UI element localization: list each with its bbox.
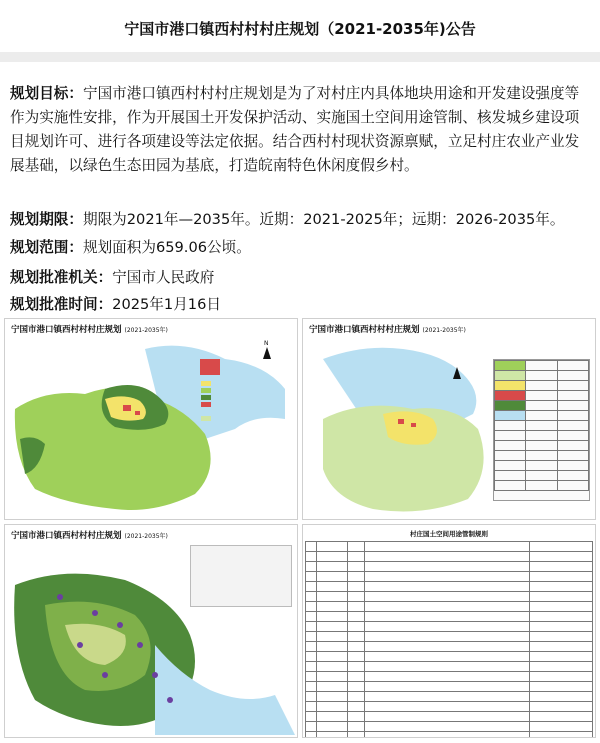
- approval-label: 规划批准时间：: [10, 296, 113, 313]
- authority-row: [10, 266, 214, 287]
- map-panel-aerial: [4, 524, 298, 738]
- landuse-table-grid: [494, 360, 589, 491]
- goal-paragraph: [10, 82, 592, 178]
- map-panel-status: [4, 318, 298, 520]
- authority-text: 宁国市人民政府: [112, 269, 215, 286]
- map-panel-title: 宁国市港口镇西村村村庄规划 (2021-2035年): [309, 325, 466, 335]
- scope-row: [10, 236, 251, 257]
- map-panel-landuse: [302, 318, 596, 520]
- scope-label: 规划范围：: [10, 239, 83, 256]
- approval-text: 2025年1月16日: [112, 296, 221, 313]
- authority-label: 规划批准机关：: [10, 269, 113, 286]
- rules-table-title: 村庄国土空间用途管制规则: [410, 530, 488, 538]
- rules-table: [305, 541, 593, 738]
- scope-text: 规划面积为659.06公顷。: [82, 239, 251, 256]
- landuse-table: [493, 359, 590, 501]
- approval-row: [10, 293, 221, 314]
- map-legend: [201, 381, 241, 423]
- map-panel-title: 宁国市港口镇西村村村庄规划 (2021-2035年): [11, 531, 168, 541]
- divider: [0, 52, 600, 62]
- aerial-legend: [190, 545, 292, 607]
- rules-table-panel: [302, 524, 596, 738]
- map-collage: [4, 318, 596, 738]
- period-label: 规划期限：: [10, 211, 83, 228]
- period-text: 期限为2021年—2035年。近期：2021-2025年；远期：2026-2035年。: [82, 211, 565, 228]
- status-map-graphic: [5, 319, 297, 519]
- page-title: 宁国市港口镇西村村村庄规划（2021-2035年)公告: [124, 20, 476, 38]
- goal-text: 宁国市港口镇西村村村庄规划是为了对村庄内具体地块用途和开发建设强度等作为实施性安排，作为开展国土开发保护活动、实施国土空间用途管制、核发城乡建设项目规划许可、进行各项建设等法定依据。结合西村村现状资源禀赋，立足村庄农业产业发展基础，以绿色生态田园为基底，打造皖南特色休闲度假乡村。: [10, 85, 580, 174]
- svg-text:N: N: [264, 340, 269, 347]
- period-row: [10, 208, 564, 229]
- goal-label: 规划目标：: [10, 85, 83, 102]
- map-panel-title: 宁国市港口镇西村村村庄规划 (2021-2035年): [11, 325, 168, 335]
